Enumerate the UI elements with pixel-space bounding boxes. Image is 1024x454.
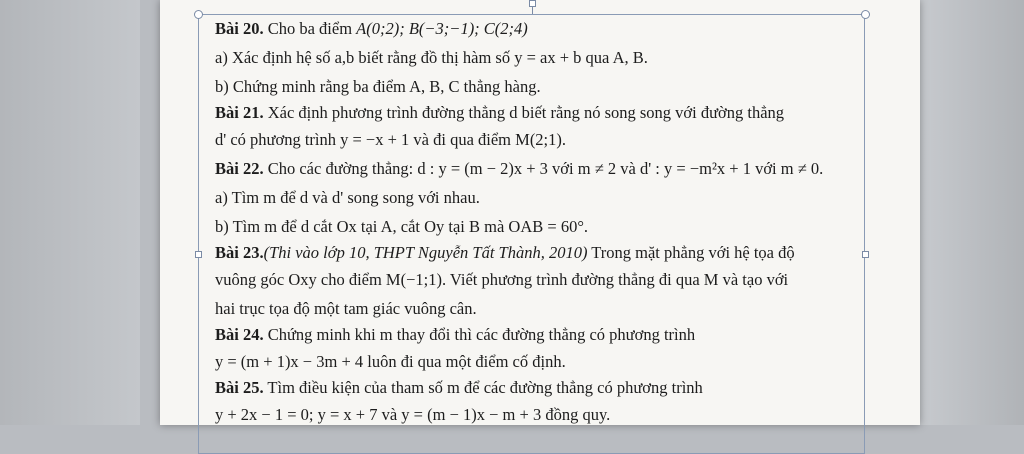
exercise-22-label: Bài 22. bbox=[215, 159, 264, 178]
exercise-23-source: (Thi vào lớp 10, THPT Nguyễn Tất Thành, 2010) bbox=[263, 243, 588, 262]
exercise-23-label: Bài 23. bbox=[215, 243, 264, 262]
workspace-right bbox=[914, 0, 1024, 425]
exercise-25-text: Tìm điều kiện của tham số m để các đường thẳng có phương trình bbox=[267, 378, 703, 397]
exercise-20b-line: b) Chứng minh rằng ba điểm A, B, C thẳng hàng. bbox=[215, 77, 541, 96]
right-middle-resize-handle[interactable] bbox=[862, 251, 869, 258]
exercise-21-line-2: d' có phương trình y = −x + 1 và đi qua điểm M(2;1). bbox=[215, 130, 567, 149]
exercise-20-text: Cho ba điểm bbox=[267, 19, 353, 38]
left-middle-resize-handle[interactable] bbox=[195, 251, 202, 258]
exercise-22-text: Cho các đường thẳng: d : y = (m − 2)x + 3 với m ≠ 2 và d' : y = −m²x + 1 với m ≠ 0. bbox=[267, 159, 824, 178]
exercise-21-line bbox=[215, 101, 855, 125]
exercise-text[interactable] bbox=[215, 14, 855, 429]
exercise-20-points: A(0;2); B(−3;−1); C(2;4) bbox=[356, 19, 528, 38]
exercise-23-line bbox=[215, 241, 855, 265]
exercise-22b-line: b) Tìm m để d cắt Ox tại A, cắt Oy tại B mà OAB = 60°. bbox=[215, 217, 589, 236]
exercise-25-label: Bài 25. bbox=[215, 378, 264, 397]
exercise-24-text: Chứng minh khi m thay đổi thì các đường thẳng có phương trình bbox=[267, 325, 696, 344]
exercise-22a-line: a) Tìm m để d và d' song song với nhau. bbox=[215, 188, 480, 207]
exercise-22-line bbox=[215, 154, 855, 183]
workspace-left bbox=[0, 0, 140, 425]
exercise-24-line-2: y = (m + 1)x − 3m + 4 luôn đi qua một điểm cố định. bbox=[215, 352, 566, 371]
exercise-20a-line: a) Xác định hệ số a,b biết rằng đồ thị hàm số y = ax + b qua A, B. bbox=[215, 48, 648, 67]
top-left-resize-handle[interactable] bbox=[194, 10, 203, 19]
exercise-23-line-3: hai trục tọa độ một tam giác vuông cân. bbox=[215, 299, 477, 318]
top-right-resize-handle[interactable] bbox=[861, 10, 870, 19]
exercise-23-text: Trong mặt phẳng với hệ tọa độ bbox=[587, 243, 795, 262]
exercise-21-text: Xác định phương trình đường thẳng d biết rằng nó song song với đường thẳng bbox=[267, 103, 785, 122]
exercise-20-line bbox=[215, 14, 855, 43]
top-center-handle[interactable] bbox=[529, 0, 536, 7]
exercise-25-line bbox=[215, 376, 855, 400]
exercise-23-line-2: vuông góc Oxy cho điểm M(−1;1). Viết phương trình đường thẳng đi qua M và tạo với bbox=[215, 270, 789, 289]
exercise-25-line-2: y + 2x − 1 = 0; y = x + 7 và y = (m − 1)x − m + 3 đồng quy. bbox=[215, 405, 611, 424]
exercise-21-label: Bài 21. bbox=[215, 103, 264, 122]
exercise-20-label: Bài 20. bbox=[215, 19, 264, 38]
exercise-24-line bbox=[215, 323, 855, 347]
exercise-24-label: Bài 24. bbox=[215, 325, 264, 344]
